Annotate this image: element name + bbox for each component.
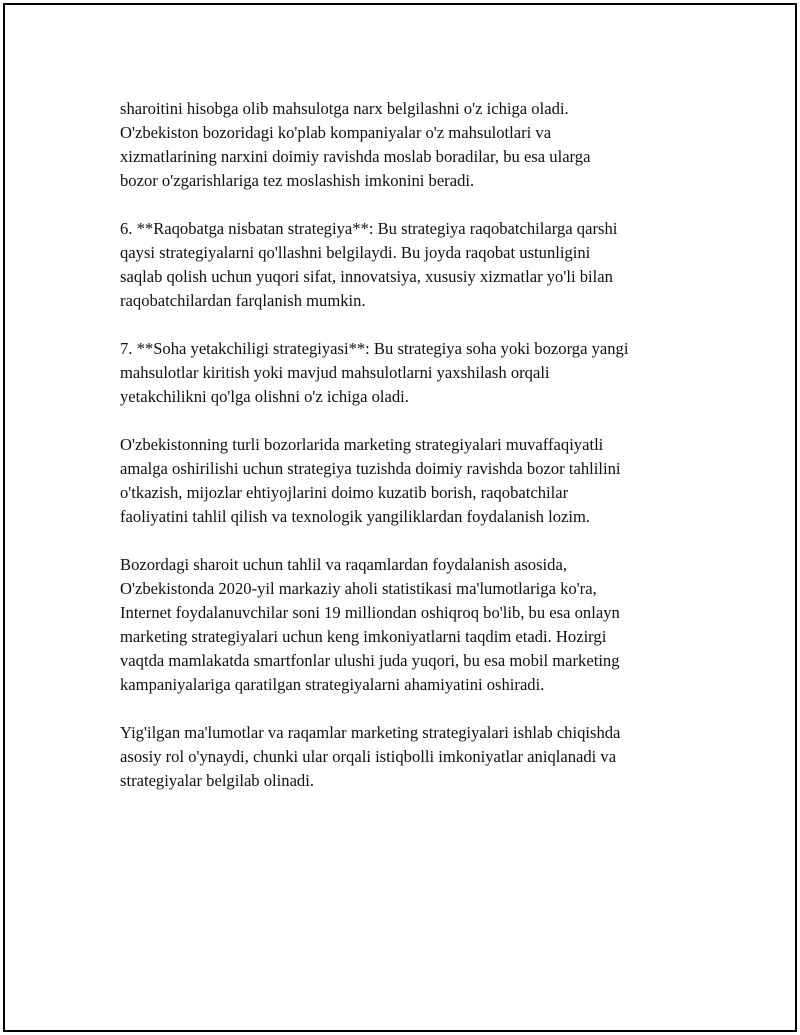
document-body [120,97,685,793]
paragraph-market-success: O'zbekistonning turli bozorlarida marketing strategiyalari muvaffaqiyatli amalga oshirilishi uchun strategiya tuzishda doimiy ravishda bozor tahlilini o'tkazish, mijozlar ehtiyojlarini doimo kuzatib borish, raqobatchilar faoliyatini tahlil qilish va texnologik yangiliklardan foydalanish lozim. [120,435,621,526]
paragraph-statistics: Bozordagi sharoit uchun tahlil va raqamlardan foydalanish asosida, O'zbekistonda 2020-yil markaziy aholi statistikasi ma'lumotlariga ko'ra, Internet foydalanuvchilar soni 19 milliondan oshiqroq bo'lib, bu esa onlayn marketing strategiyalari uchun keng imkoniyatlarni taqdim etadi. Hozirgi vaqtda mamlakatda smartfonlar ulushi juda yuqori, bu esa mobil marketing kampaniyalariga qaratilgan strategiyalarni ahamiyatini oshiradi. [120,555,620,694]
paragraph-competition-strategy: 6. **Raqobatga nisbatan strategiya**: Bu strategiya raqobatchilarga qarshi qaysi strategiyalarni qo'llashni belgilaydi. Bu joyda raqobat ustunligini saqlab qolish uchun yuqori sifat, innovatsiya, xususiy xizmatlar yo'li bilan raqobatchilardan farqlanish mumkin. [120,219,618,310]
paragraph-conclusion: Yig'ilgan ma'lumotlar va raqamlar marketing strategiyalari ishlab chiqishda asosiy rol o'ynaydi, chunki ular orqali istiqbolli imkoniyatlar aniqlanadi va strategiyalar belgilab olinadi. [120,723,621,790]
paragraph-leadership-strategy: 7. **Soha yetakchiligi strategiyasi**: Bu strategiya soha yoki bozorga yangi mahsulotlar kiritish yoki mavjud mahsulotlarni yaxshilash orqali yetakchilikni qo'lga olishni o'z ichiga oladi. [120,339,629,406]
paragraph-pricing-continuation: sharoitini hisobga olib mahsulotga narx belgilashni o'z ichiga oladi. O'zbekiston bozoridagi ko'plab kompaniyalar o'z mahsulotlari va xizmatlarining narxini doimiy ravishda moslab boradilar, bu esa ularga bozor o'zgarishlariga tez moslashish imkonini beradi. [120,99,591,190]
document-page [3,3,797,1032]
